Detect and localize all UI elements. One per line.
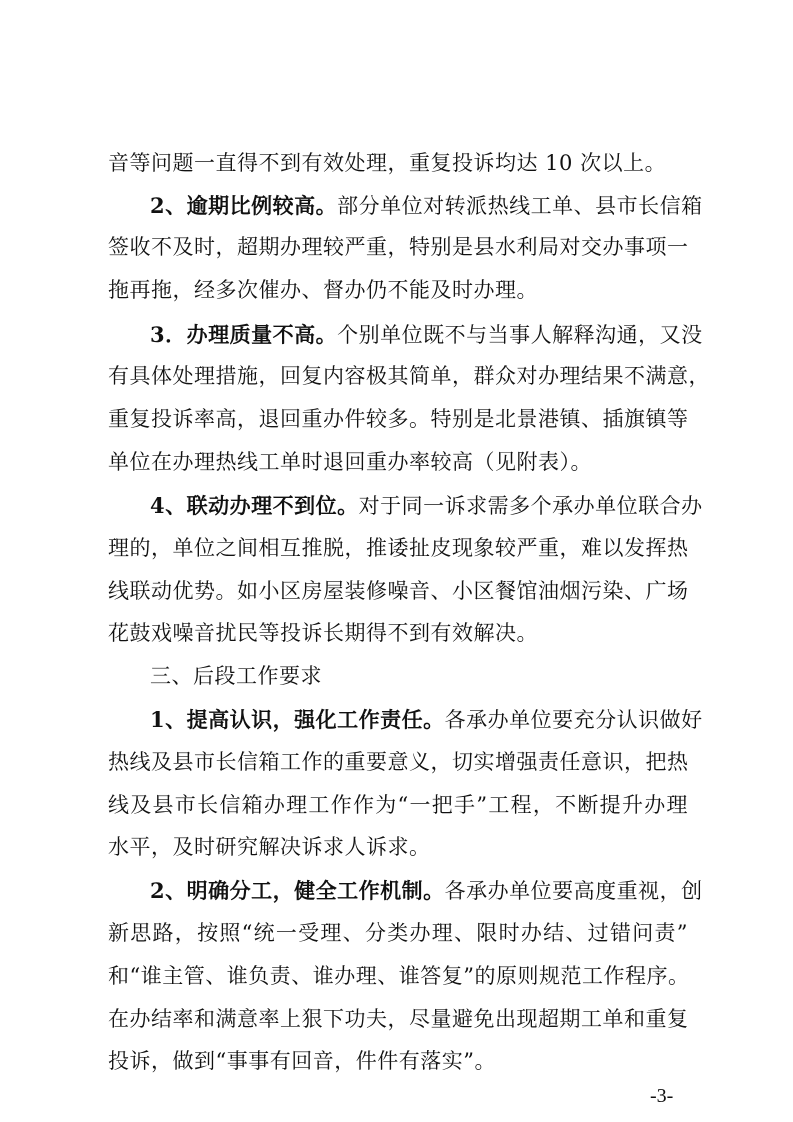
paragraph-line: 单位在办理热线工单时退回重办率较高（见附表）。	[108, 450, 592, 474]
paragraph-line: 在办结率和满意率上狠下功夫，尽量避免出现超期工单和重复	[108, 1007, 689, 1031]
paragraph-line: 音等问题一直得不到有效处理，重复投诉均达 10 次以上。	[108, 151, 667, 175]
section-heading: 3．办理质量不高。	[150, 322, 338, 347]
paragraph-line: 和“谁主管、谁负责、谁办理、谁答复”的原则规范工作程序。	[108, 964, 690, 988]
page-number: -3-	[650, 1085, 674, 1107]
paragraph-line: 1、提高认识，强化工作责任。各承办单位要充分认识做好	[150, 707, 703, 732]
paragraph-line: 新思路，按照“统一受理、分类办理、限时办结、过错问责”	[108, 921, 688, 945]
paragraph-line: 3．办理质量不高。个别单位既不与当事人解释沟通，又没	[150, 322, 703, 347]
paragraph-line: 线联动优势。如小区房屋装修噪音、小区餐馆油烟污染、广场	[108, 579, 689, 603]
section-heading: 4、联动办理不到位。	[150, 493, 359, 518]
paragraph-line: 签收不及时，超期办理较严重，特别是县水利局对交办事项一	[108, 235, 689, 259]
section-heading: 2、逾期比例较高。	[150, 193, 338, 218]
paragraph-line: 2、明确分工，健全工作机制。各承办单位要高度重视，创	[150, 878, 703, 903]
section-heading: 1、提高认识，强化工作责任。	[150, 707, 445, 732]
paragraph-line: 花鼓戏噪音扰民等投诉长期得不到有效解决。	[108, 621, 538, 645]
paragraph-line: 拖再拖，经多次催办、督办仍不能及时办理。	[108, 278, 538, 302]
section-heading: 2、明确分工，健全工作机制。	[150, 878, 445, 903]
paragraph-line: 重复投诉率高，退回重办件较多。特别是北景港镇、插旗镇等	[108, 407, 689, 431]
paragraph-line: 有具体处理措施，回复内容极其简单，群众对办理结果不满意，	[108, 364, 710, 388]
paragraph-line: 2、逾期比例较高。部分单位对转派热线工单、县市长信箱	[150, 193, 703, 218]
paragraph-line: 水平，及时研究解决诉求人诉求。	[108, 835, 431, 859]
section-title: 三、后段工作要求	[150, 664, 322, 688]
paragraph-line: 理的，单位之间相互推脱，推诿扯皮现象较严重，难以发挥热	[108, 536, 689, 560]
paragraph-line: 投诉，做到“事事有回音，件件有落实”。	[108, 1049, 496, 1073]
paragraph-line: 热线及县市长信箱工作的重要意义，切实增强责任意识，把热	[108, 750, 689, 774]
paragraph-line: 线及县市长信箱办理工作作为“一把手”工程，不断提升办理	[108, 793, 688, 817]
paragraph-line: 4、联动办理不到位。对于同一诉求需多个承办单位联合办	[150, 493, 703, 518]
